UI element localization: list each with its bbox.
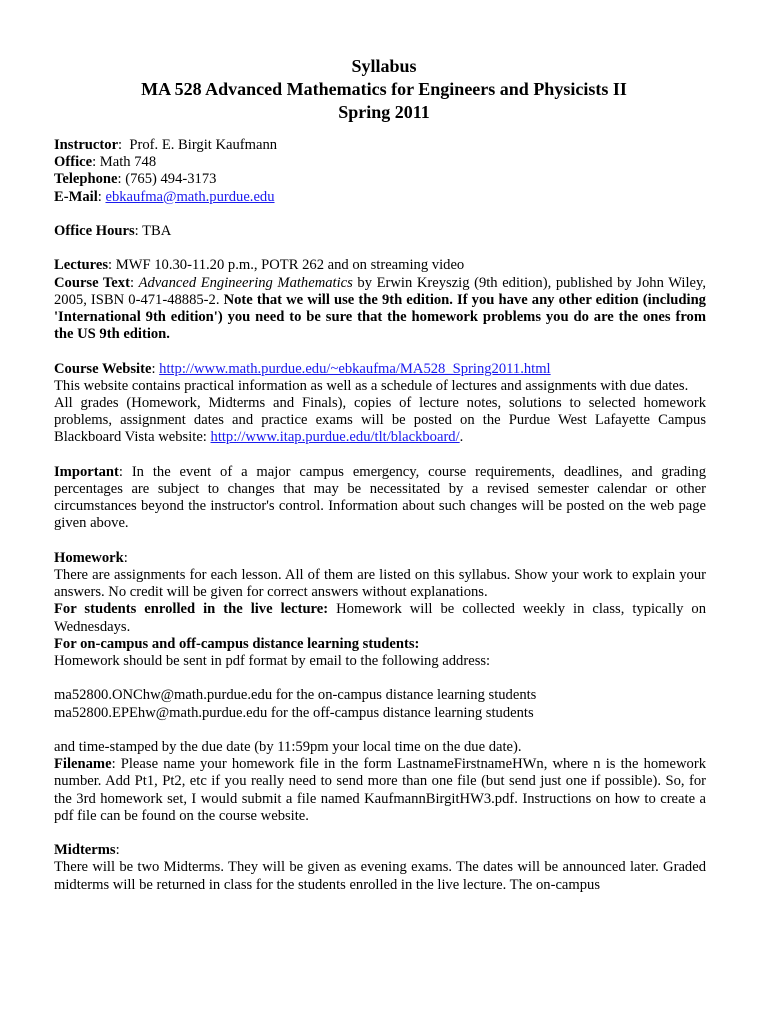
syllabus-content — [54, 137, 706, 894]
website-description: This website contains practical information as well as a schedule of lectures and assignments with due dates. — [54, 377, 689, 394]
grades-paragraph: All grades (Homework, Midterms and Finals), copies of lecture notes, solutions to selected homework problems, assignment dates and practice exams will be posted on the Purdue West Lafayette Campus Blackboard Vista website: http://www.itap.purdue.edu/tlt/blackboard/. — [54, 395, 706, 446]
homework-timestamp-text: and time-stamped by the due date (by 11:59pm your local time on the due date). — [54, 739, 522, 755]
homework-distance-heading — [54, 636, 706, 653]
filename-paragraph: Filename: Please name your homework file in the form LastnameFirstnameHWn, where n is the homework number. Add Pt1, Pt2, etc if you really need to send more than one file (but send just one if possible). So, for the 3rd homework set, I would submit a file named KaufmannBirgitHW3.pdf. Instructions on how to create a pdf file can be found on the course website. — [54, 756, 706, 824]
telephone-line: Telephone: (765) 494-3173 — [54, 171, 217, 188]
instructor-line: Instructor: Prof. E. Birgit Kaufmann — [54, 137, 278, 153]
grades-text: All grades (Homework, Midterms and Finals), copies of lecture notes, solutions to selected homework problems, assignment dates and practice exams will be posted on the Purdue West Lafayette Campus Blackboard Vista website: — [54, 395, 706, 446]
course-text-paragraph: Course Text: Advanced Engineering Mathematics by Erwin Kreyszig (9th edition), published by John Wiley, 2005, ISBN 0-471-48885-2. Note that we will use the 9th edition. If you have any other edition (including 'International 9th edition') you need to be sure that the homework problems you do are the ones from the US 9th edition. — [54, 274, 706, 343]
homework-live-label: For students enrolled in the live lecture: — [54, 601, 329, 618]
course-text-label: Course Text — [54, 274, 130, 291]
office-line: Office: Math 748 — [54, 154, 157, 171]
lectures-label: Lectures — [54, 257, 109, 274]
homework-distance-text: Homework should be sent in pdf format by email to the following address: — [54, 653, 491, 670]
homework-heading: Homework: — [54, 549, 128, 566]
midterms-label: Midterms — [54, 842, 116, 859]
office-hours-value: TBA — [142, 223, 172, 239]
course-text-note: Note that we will use the 9th edition. If you have any other edition (including 'International 9th edition') you need to be sure that the homework problems you do are the ones from the US 9th edition. — [54, 291, 706, 343]
homework-live-text: Homework will be collected weekly in class, typically on Wednesdays. — [54, 601, 706, 635]
midterms-heading: Midterms: — [54, 842, 120, 859]
title-line-3: Spring 2011 — [338, 102, 430, 122]
office-hours-label: Office Hours — [54, 223, 135, 239]
office-value: Math 748 — [99, 154, 157, 171]
midterms-text: There will be two Midterms. They will be given as evening exams. The dates will be announced later. Graded midterms will be returned in class for the students enrolled in the live lecture. The on-campus — [54, 859, 706, 893]
instructor-label: Instructor — [54, 137, 119, 153]
filename-text: Please name your homework file in the form LastnameFirstnameHWn, where n is the homework number. Add Pt1, Pt2, etc if you really need to send more than one file (but send just one if possible). So, for the 3rd homework set, I would submit a file named KaufmannBirgitHW3.pdf. Instructions on how to create a pdf file can be found on the course website. — [54, 756, 706, 824]
email-line: E-Mail: ebkaufma@math.purdue.edu — [54, 188, 275, 205]
title-line-1: Syllabus — [351, 56, 417, 76]
telephone-label: Telephone — [54, 171, 118, 188]
email-link[interactable]: ebkaufma@math.purdue.edu — [105, 188, 275, 205]
important-text: In the event of a major campus emergency, course requirements, deadlines, and grading percentages are subject to changes that may be necessitated by a revised semester calendar or other circumstances beyond the instructor's control. Information about such changes will be posted on the web page given above. — [54, 463, 706, 532]
homework-label: Homework — [54, 549, 124, 566]
homework-address-1: ma52800.ONChw@math.purdue.edu for the on-campus distance learning students — [54, 687, 537, 704]
office-label: Office — [54, 154, 93, 171]
title-block — [0, 55, 768, 124]
lectures-line: Lectures: MWF 10.30-11.20 p.m., POTR 262 and on streaming video — [54, 257, 465, 274]
homework-distance-label: For on-campus and off-campus distance learning students: — [54, 635, 420, 652]
website-link[interactable]: http://www.math.purdue.edu/~ebkaufma/MA528_Spring2011.html — [159, 360, 551, 377]
office-hours-line: Office Hours: TBA — [54, 223, 172, 239]
filename-label: Filename — [54, 756, 112, 773]
homework-text: There are assignments for each lesson. All of them are listed on this syllabus. Show your work to explain your answers. No credit will be given for correct answers without explanations. — [54, 567, 706, 601]
blackboard-link[interactable]: http://www.itap.purdue.edu/tlt/blackboard/ — [210, 429, 460, 446]
title-line-2: MA 528 Advanced Mathematics for Engineers and Physicists II — [141, 79, 627, 99]
important-label: Important — [54, 463, 119, 480]
course-text-details: by Erwin Kreyszig (9th edition), published by John Wiley, 2005, ISBN 0-471-48885-2. — [54, 274, 706, 308]
lectures-value: MWF 10.30-11.20 p.m., POTR 262 and on streaming video — [115, 257, 465, 274]
important-paragraph: Important: In the event of a major campus emergency, course requirements, deadlines, and grading percentages are subject to changes that may be necessitated by a revised semester calendar or other circumstances beyond the instructor's control. Information about such changes will be posted on the web page given above. — [54, 463, 706, 532]
email-label: E-Mail — [54, 188, 98, 205]
telephone-value: (765) 494-3173 — [125, 171, 217, 188]
website-line: Course Website: http://www.math.purdue.edu/~ebkaufma/MA528_Spring2011.html — [54, 360, 551, 377]
homework-address-2: ma52800.EPEhw@math.purdue.edu for the off-campus distance learning students — [54, 704, 534, 721]
course-text-book: Advanced Engineering Mathematics — [138, 274, 353, 291]
website-label: Course Website — [54, 360, 152, 377]
instructor-value: Prof. E. Birgit Kaufmann — [129, 137, 278, 153]
homework-live-paragraph — [54, 601, 706, 635]
